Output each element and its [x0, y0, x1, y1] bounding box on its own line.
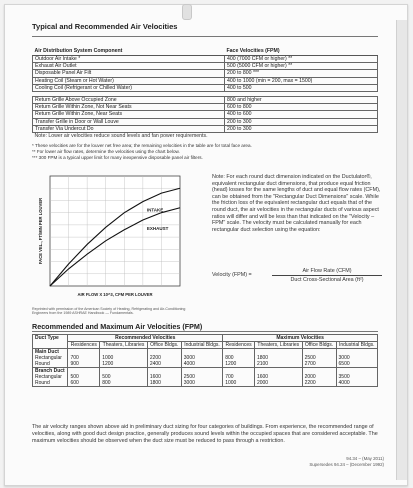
duct-velocity-table	[32, 334, 378, 387]
divider	[32, 331, 378, 332]
chart-credit: Reprinted with permission of the American Society of Heating, Refrigerating and Air-Conditioning Engineers from the 1989 ASHRAE Handbook — Fundamentals.	[32, 307, 186, 316]
page-title: Typical and Recommended Air Velocities	[32, 22, 178, 31]
velocity-value: 2500 2700	[302, 349, 336, 368]
building-type-header: Office Bldgs.	[302, 342, 336, 349]
velocity-value: 500 800	[100, 368, 148, 387]
table-notes	[32, 143, 378, 161]
duct-type-cell	[33, 349, 68, 368]
note-line: * These velocities are for the louver net free area; the remaining velocities in the table are for total face area.	[32, 143, 252, 148]
duct-type-header: Duct Type	[33, 335, 68, 349]
air-velocity-table	[32, 48, 378, 139]
building-type-header: Office Bldgs.	[147, 342, 181, 349]
lower-velocity-note: Note: Lower air velocities reduce sound levels and fan power requirements.	[34, 133, 208, 140]
formula-denominator: Duct Cross-Sectional Area (ft²)	[290, 277, 364, 283]
velocity-value: 700 1000	[223, 368, 255, 387]
formula-numerator: Air Flow Rate (CFM)	[302, 268, 352, 274]
component-cell: Transfer Grille in Door or Wall Louve	[33, 118, 225, 125]
building-type-header: Industrial Bldgs.	[336, 342, 377, 349]
maximum-header: Maximum Velocities	[223, 335, 378, 342]
table-row	[33, 84, 378, 91]
building-type-header: Industrial Bldgs.	[181, 342, 222, 349]
footer-paragraph: The air velocity ranges shown above aid in preliminary duct sizing for four categories of buildings. From experience, the recommended range of velocities, along with good duct design practice, generally produces sound levels within the occupied spaces that are considered acceptable. The maximum velocities should be observed when the duct size must be reduced to pass through a restriction.	[32, 424, 378, 444]
component-cell: Transfer Via Undercut Do	[33, 125, 225, 132]
table-row	[33, 125, 378, 132]
duct-type-cell	[33, 368, 68, 387]
version-line: 94.34 – (May 2011)	[346, 456, 384, 461]
velocity-cell: 400 (7000 CFM or higher) **	[225, 56, 378, 63]
component-cell: Exhaust Air Outlet	[33, 63, 225, 70]
component-cell: Heating Coil (Steam or Hot Water)	[33, 77, 225, 84]
y-axis-label: FACE VEL., FT/MIN PER LOUVER	[38, 197, 43, 265]
velocity-cell: 400 to 500	[225, 84, 378, 91]
velocity-value: 2500 3000	[181, 368, 222, 387]
duct-name: Main Duct	[35, 349, 59, 355]
table-row	[33, 97, 378, 104]
duct-name: Branch Duct	[35, 368, 65, 374]
velocity-value: 500 600	[68, 368, 100, 387]
velocity-value: 3500 4000	[336, 368, 377, 387]
building-type-header: Theaters, Libraries	[254, 342, 302, 349]
column-header-velocity: Face Velocities (FPM)	[225, 48, 378, 56]
table-row	[33, 63, 378, 70]
table-row	[33, 77, 378, 84]
table-row	[33, 111, 378, 118]
note-line: ** For lower air flow rates, determine the velocities using the chart below.	[32, 149, 180, 154]
velocity-value: 800 1200	[223, 349, 255, 368]
velocity-cell: 600 to 800	[225, 104, 378, 111]
formula-lhs: Velocity (FPM) =	[212, 272, 252, 278]
note-line: *** 300 FPM is a typical upper limit for many inexpensive disposable panel air filters.	[32, 155, 203, 160]
duct-shapes: Rectangular Round	[35, 374, 62, 386]
rectangular-duct-note: Note: For each round duct dimension indicated on the Ductulator®, equivalent rectangular duct dimensions, that produce equal friction (head) losses for the same lengths of duct and equal flow rates (CFM), can be obtained from the "Rectangular Duct Dimensions" scale. While the friction loss of the equivalent rectangular duct equals that of the round duct, the air velocities in the rectangular ducts of various aspect ratios will differ and will be less than that indicated on the "Velocity – FPM" scale. The velocity must be calculated manually for each rectangular duct selection using the equation:	[212, 174, 381, 233]
velocity-cell: 200 to 800 ***	[225, 70, 378, 77]
duct-shapes: Rectangular Round	[35, 355, 62, 367]
velocity-cell: 200 to 300	[225, 118, 378, 125]
velocity-value: 1000 1200	[100, 349, 148, 368]
velocity-value: 1800 2100	[254, 349, 302, 368]
series-label: INTAKE	[146, 207, 164, 213]
section-title: Recommended and Maximum Air Velocities (FPM)	[32, 322, 203, 331]
velocity-value: 3000 6500	[336, 349, 377, 368]
table-row	[33, 70, 378, 77]
component-cell: Return Grille Within Zone, Not Near Seats	[33, 104, 225, 111]
velocity-value: 2000 2200	[302, 368, 336, 387]
card-edge	[396, 20, 407, 480]
component-cell: Return Grille Above Occupied Zone	[33, 97, 225, 104]
plot-area	[50, 176, 180, 286]
louver-velocity-chart	[20, 168, 192, 306]
velocity-value: 1600 2000	[254, 368, 302, 387]
table-row	[33, 104, 378, 111]
velocity-cell: 500 (5000 CFM or higher) **	[225, 63, 378, 70]
version-info	[300, 456, 384, 467]
duct-row	[33, 349, 378, 368]
velocity-value: 1600 1800	[147, 368, 181, 387]
building-type-header: Residences	[68, 342, 100, 349]
velocity-value: 700 900	[68, 349, 100, 368]
table-row	[33, 56, 378, 63]
building-type-header: Theaters, Libraries	[100, 342, 148, 349]
column-header-component: Air Distribution System Component	[33, 48, 225, 56]
velocity-cell: 400 to 600	[225, 111, 378, 118]
building-type-header: Residences	[223, 342, 255, 349]
velocity-cell: 200 to 300	[225, 125, 378, 132]
velocity-value: 2200 2400	[147, 349, 181, 368]
component-cell: Disposable Panel Air Filt	[33, 70, 225, 77]
velocity-cell: 400 to 1000 (min = 200, max = 1500)	[225, 77, 378, 84]
component-cell: Cooling Coil (Refrigerant or Chilled Water)	[33, 84, 225, 91]
component-cell: Return Grille Within Zone, Near Seats	[33, 111, 225, 118]
duct-row	[33, 368, 378, 387]
table-row	[33, 118, 378, 125]
fraction-bar	[272, 275, 382, 276]
velocity-value: 3000 4000	[181, 349, 222, 368]
velocity-cell: 800 and higher	[225, 97, 378, 104]
series-label: EXHAUST	[146, 226, 169, 231]
recommended-header: Recommended Velocities	[68, 335, 223, 342]
version-line: Supersedes 94.24 – (December 1992)	[309, 461, 384, 467]
component-cell: Outdoor Air Intake *	[33, 56, 225, 63]
card-slider-notch[interactable]	[182, 4, 192, 20]
divider	[32, 36, 378, 37]
x-axis-label: AIR FLOW X 10^3, CFM PER LOUVER	[77, 292, 153, 297]
